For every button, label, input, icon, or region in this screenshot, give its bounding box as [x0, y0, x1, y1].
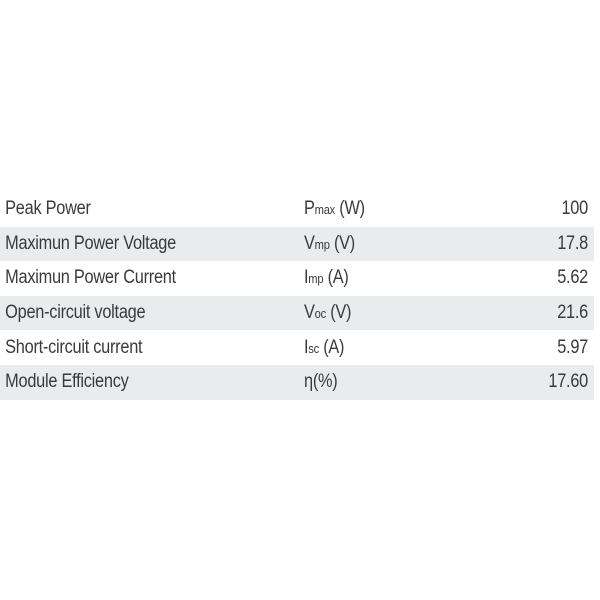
symbol-unit: (A)	[323, 267, 349, 289]
symbol-subscript: max	[314, 202, 336, 218]
parameter-symbol	[304, 261, 476, 296]
table-row-module-efficiency	[0, 365, 594, 400]
symbol-unit: (%)	[312, 371, 338, 393]
table-row-open-circuit-voltage	[0, 296, 594, 331]
symbol-main: V	[304, 232, 315, 254]
symbol-main: P	[304, 198, 315, 220]
parameter-name: Open-circuit voltage	[5, 302, 146, 324]
table-row-max-power-current	[0, 261, 594, 296]
symbol-subscript: mp	[314, 236, 330, 252]
parameter-value: 100	[561, 198, 588, 220]
symbol-unit: (A)	[318, 336, 345, 358]
symbol-unit: (V)	[325, 302, 352, 324]
symbol-subscript: sc	[308, 340, 319, 356]
symbol-main: V	[304, 302, 315, 324]
parameter-value: 5.97	[557, 336, 588, 358]
parameter-value: 5.62	[557, 267, 588, 289]
symbol-main: I	[304, 267, 309, 289]
parameter-name: Peak Power	[5, 198, 91, 220]
table-row-peak-power	[0, 192, 594, 227]
table-row-max-power-voltage	[0, 227, 594, 262]
parameter-name: Short-circuit current	[5, 336, 143, 358]
parameter-symbol	[304, 330, 476, 365]
symbol-unit: (W)	[335, 198, 365, 220]
symbol-subscript: mp	[308, 271, 324, 287]
symbol-subscript: oc	[314, 306, 326, 322]
parameter-name: Maximun Power Current	[5, 267, 176, 289]
parameter-symbol	[304, 296, 476, 331]
parameter-symbol	[304, 227, 476, 262]
parameter-value: 17.60	[548, 371, 588, 393]
parameter-symbol	[304, 365, 476, 400]
table-row-short-circuit-current	[0, 330, 594, 365]
parameter-value: 17.8	[557, 232, 588, 254]
symbol-unit: (V)	[329, 232, 355, 254]
parameter-value: 21.6	[557, 302, 588, 324]
symbol-main: η	[304, 371, 313, 393]
specification-table	[0, 192, 594, 400]
parameter-symbol	[304, 192, 476, 227]
parameter-name: Module Efficiency	[5, 371, 129, 393]
symbol-main: I	[304, 336, 309, 358]
parameter-name: Maximun Power Voltage	[5, 232, 176, 254]
